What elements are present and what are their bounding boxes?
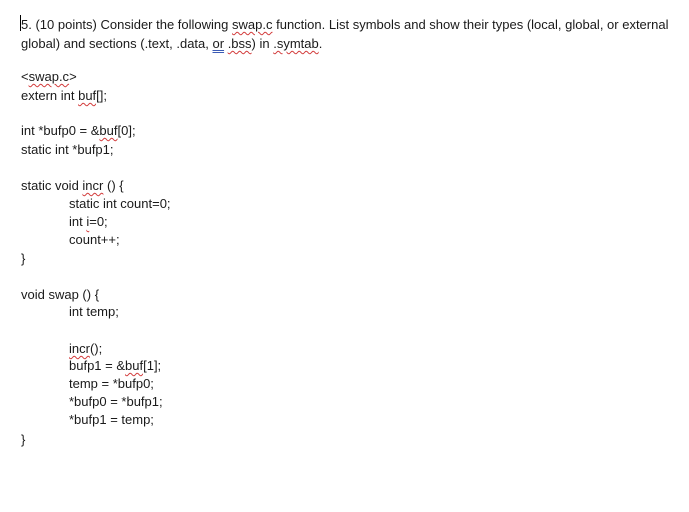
code-text: extern int [21,88,79,103]
code-line-bufp0 [21,122,136,140]
tag-open: < [21,69,29,84]
code-line-extern [21,87,107,105]
question-text-c: ) in [251,36,274,51]
code-text: () { [103,178,124,193]
code-line-i [69,213,108,231]
code-text: 1]; [146,358,162,373]
question-text-a: function. List symbols and show their types (local, global, or external global) and sections (.text, .data, [21,17,669,51]
code-text: ; [103,88,108,103]
code-line-count: static int count=0; [69,196,171,211]
spell-flag-incr[interactable]: incr [82,178,104,193]
code-brace-close-swap: } [21,432,26,447]
code-brace-close-incr: } [21,251,26,266]
spell-flag-symtab[interactable]: .symtab [273,36,319,51]
code-text: bufp1 = & [69,358,126,373]
spell-flag-bss[interactable]: .bss [227,36,252,51]
code-line-assign-temp: temp = *bufp0; [69,376,154,391]
question-text-points: . (10 points) Consider the following [28,17,233,32]
spell-flag-buf[interactable]: buf[ [125,358,147,373]
spell-flag-tag-name[interactable]: swap.c [28,69,70,84]
spell-flag-buf[interactable]: buf[ [99,123,122,138]
code-text: =0; [89,214,108,229]
question-number: 5 [21,17,29,32]
code-text: int *bufp0 = & [21,123,100,138]
spell-flag-buf[interactable]: buf[] [78,88,104,103]
code-line-assign-bufp0: *bufp0 = *bufp1; [69,394,163,409]
spell-flag-incr-call[interactable]: incr [69,341,90,356]
code-line-bufp1: static int *bufp1; [21,142,114,157]
spell-flag-swap-c[interactable]: swap.c [232,17,273,32]
code-text: (); [89,341,103,356]
code-line-incr-call [69,340,102,358]
code-text: static void [21,178,83,193]
code-text: int [69,214,87,229]
code-line-assign-bufp1-temp: *bufp1 = temp; [69,412,154,427]
code-line-assign-bufp1 [69,357,161,375]
question-paragraph [21,15,671,53]
spell-flag-i[interactable]: i [86,214,90,229]
code-line-incr-signature [21,177,124,195]
tag-close: > [69,69,77,84]
grammar-flag-or[interactable]: or [212,36,225,51]
code-line-countpp: count++; [69,232,120,247]
code-text: 0]; [121,123,136,138]
code-line-temp: int temp; [69,304,119,319]
question-text-d: . [318,36,323,51]
code-file-tag [21,68,77,86]
code-line-swap-signature: void swap () { [21,287,100,302]
